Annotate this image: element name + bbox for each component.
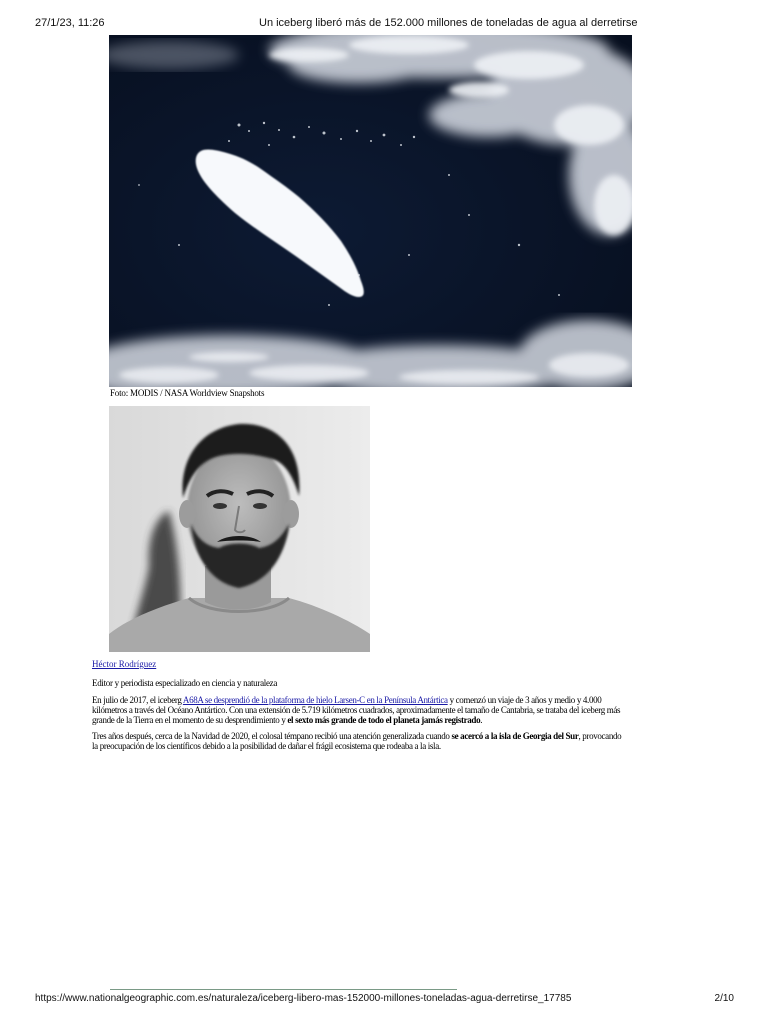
print-date: 27/1/23, 11:26: [35, 17, 105, 29]
paragraph-text: y comenzó un viaje de 3 años y medio y 4.000 kilómetros a través del Océano Antártico. Con una extensión de 5.719 kilómetros cuadrados, aproximadamente el tamaño de Cantabria, se trataba del iceberg más grande de la Tierra en el momento de su desprendimiento y: [92, 695, 621, 725]
article-paragraph-1: [92, 695, 622, 725]
page-title: Un iceberg liberó más de 152.000 millones de toneladas de agua al derretirse: [259, 17, 638, 29]
image-caption: Foto: MODIS / NASA Worldview Snapshots: [110, 388, 265, 398]
author-name-link[interactable]: Héctor Rodríguez: [92, 659, 157, 669]
iceberg-satellite-image: [109, 35, 632, 387]
paragraph-text: .: [480, 715, 483, 725]
article-paragraph-2: [92, 731, 622, 751]
paragraph-text: En julio de 2017, el iceberg: [92, 695, 183, 705]
page-number: 2/10: [714, 993, 734, 1004]
print-header: [0, 0, 768, 34]
paragraph-text: , provocando la preocupación de los científicos debido a la posibilidad de dañar el frágil ecosistema que rodeaba a la isla.: [92, 731, 622, 751]
paragraph-text: Tres años después, cerca de la Navidad de 2020, el colosal témpano recibió una atención generalizada cuando: [92, 731, 452, 741]
paragraph-bold-text: se acercó a la isla de Georgia del Sur: [451, 731, 579, 741]
a68a-article-link[interactable]: A68A se desprendió de la plataforma de hielo Larsen-C en la Península Antártica: [182, 695, 448, 705]
paragraph-bold-text: el sexto más grande de todo el planeta jamás registrado: [287, 715, 481, 725]
author-bio: Editor y periodista especializado en ciencia y naturaleza: [92, 678, 278, 688]
print-footer: [0, 985, 768, 1015]
author-photo: [109, 406, 370, 652]
page-url: https://www.nationalgeographic.com.es/naturaleza/iceberg-libero-mas-152000-millones-toneladas-agua-derretirse_17785: [35, 993, 572, 1004]
